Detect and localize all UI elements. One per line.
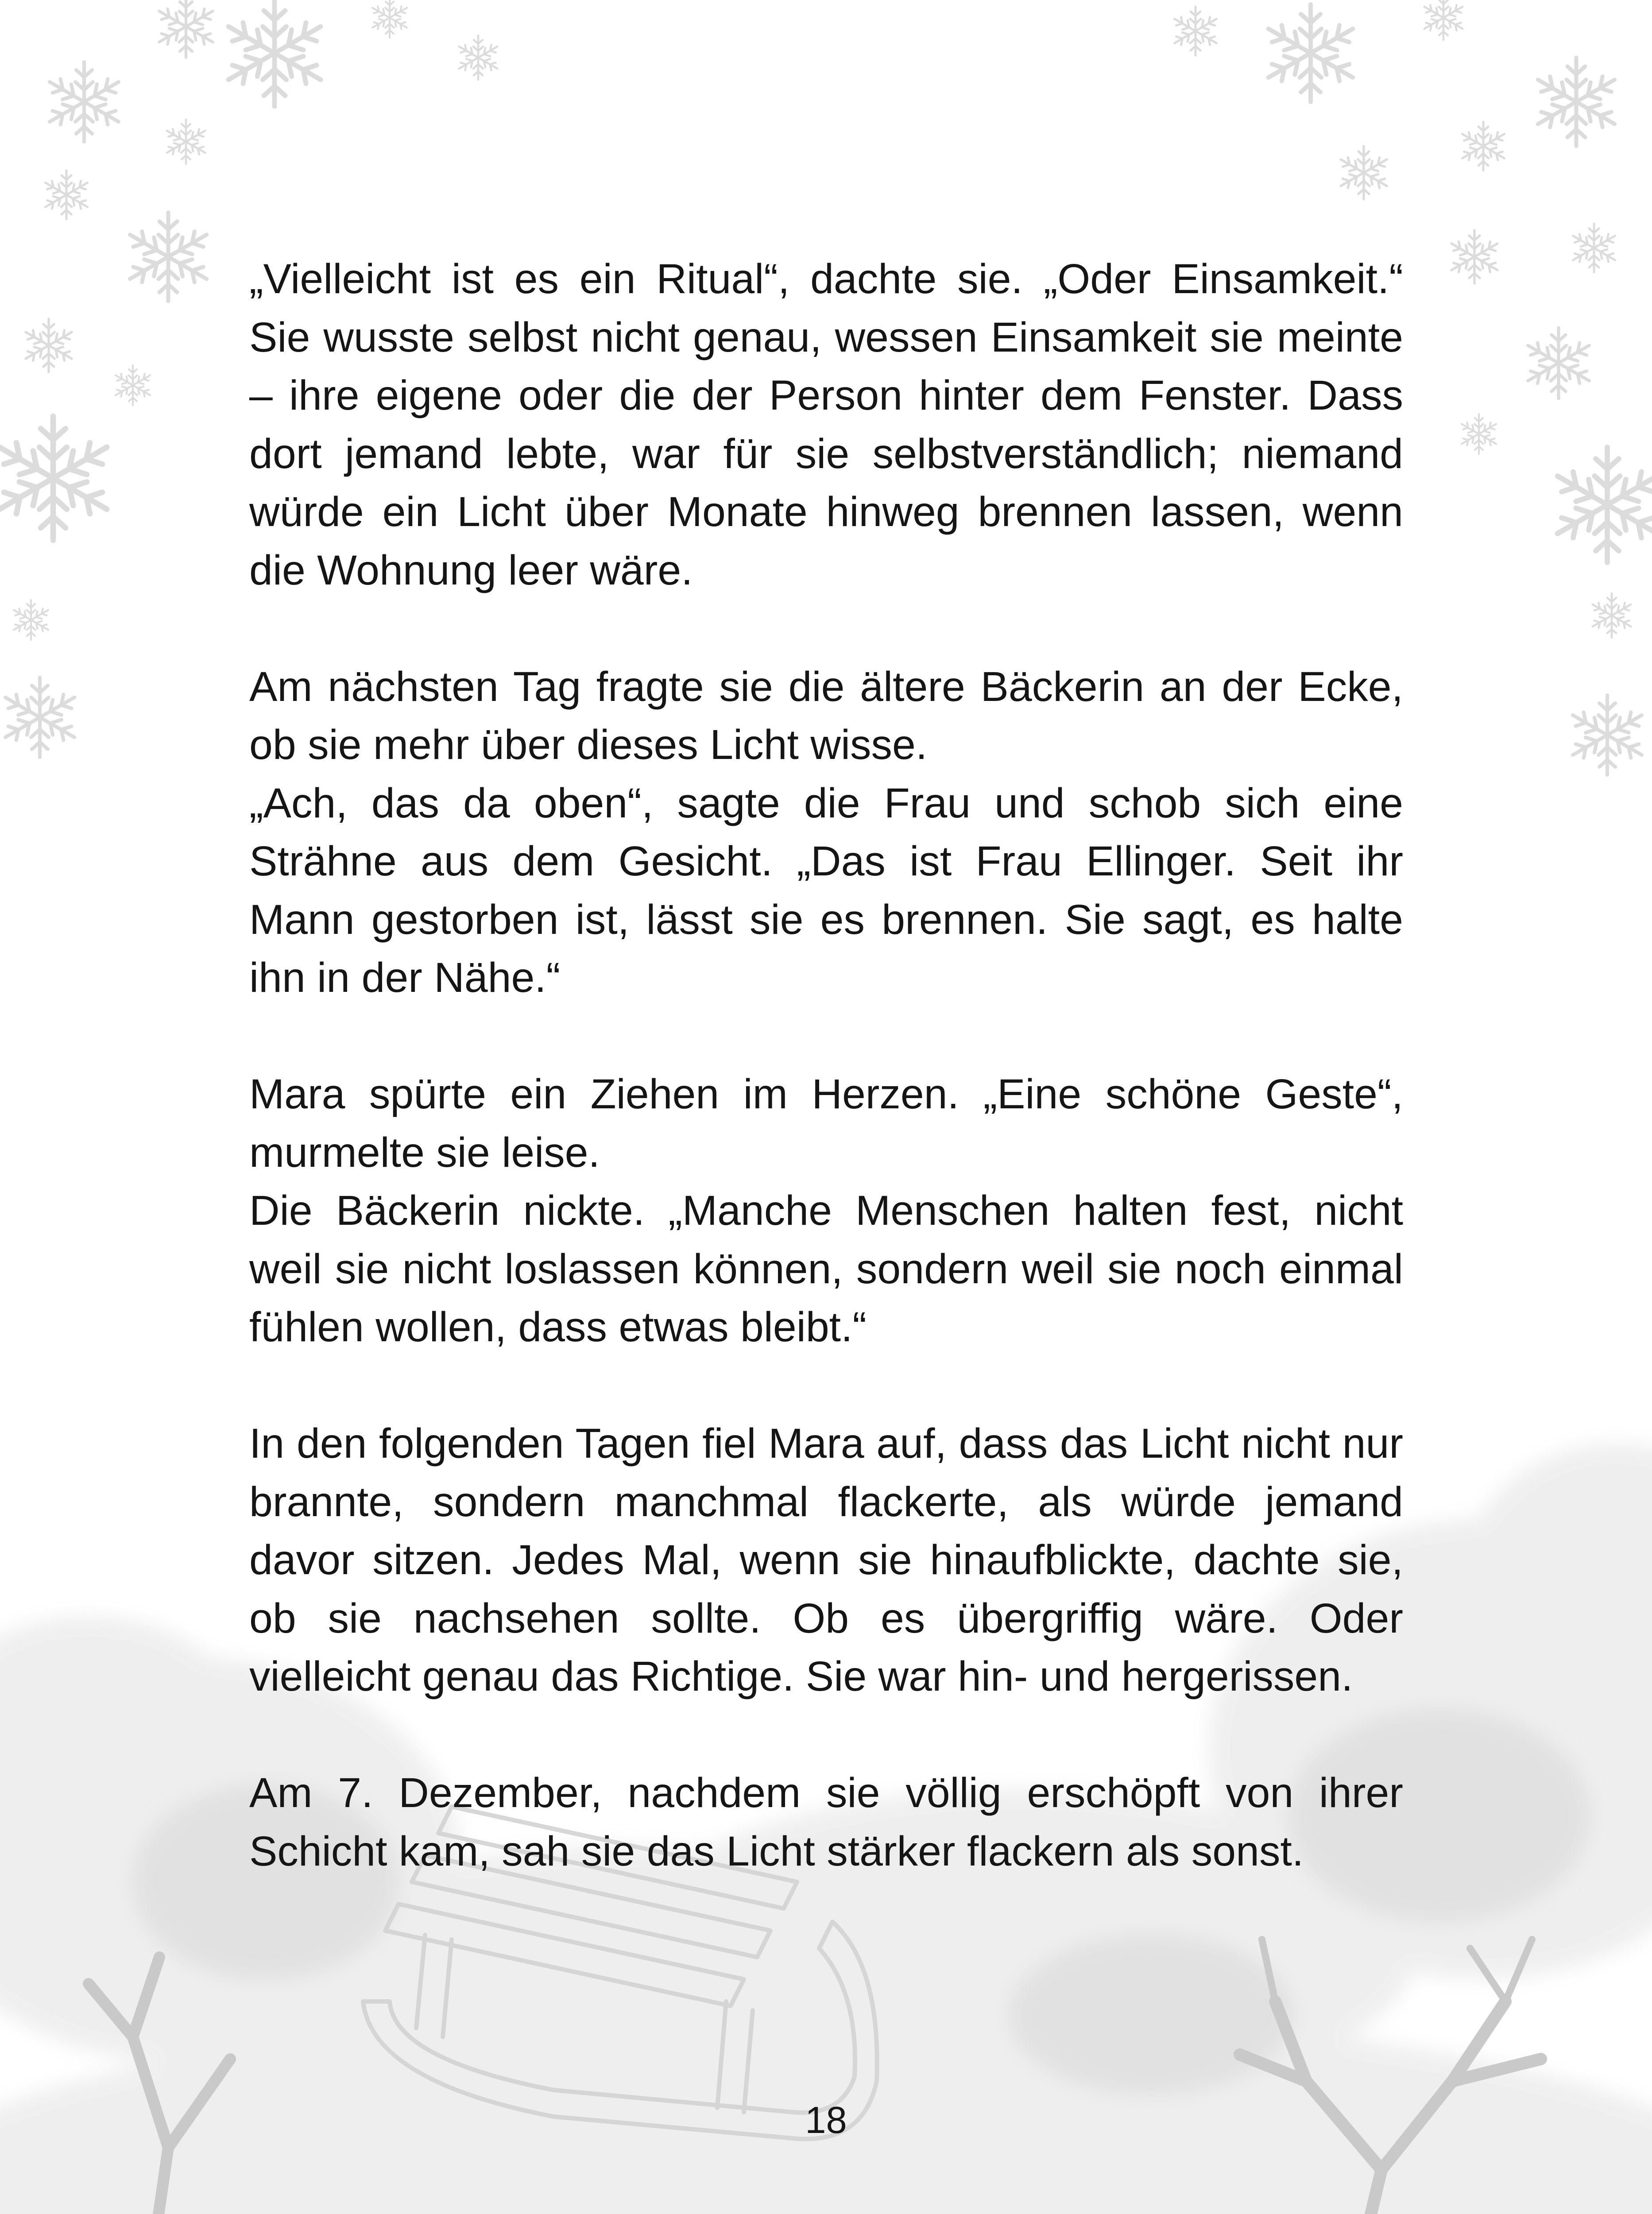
page-number: 18 — [805, 2099, 847, 2141]
snowflake-icon — [45, 0, 1619, 272]
paragraph: Am 7. Dezember, nachdem sie völlig erschöpft von ihrer Schicht kam, sah sie das Licht stärker flackern als sonst. — [249, 1769, 1403, 1875]
paragraph: „Ach, das da oben“, sagte die Frau und schob sich eine Strähne aus dem Gesicht. „Das ist Frau Ellinger. Seit ihr Mann gestorben ist, lässt sie es brennen. Sie sagt, es halte ihn in der Nähe.“ — [249, 779, 1403, 1001]
paragraph: In den folgenden Tagen fiel Mara auf, dass das Licht nicht nur brannte, sondern manchmal flackerte, als würde jemand davor sitzen. Jedes Mal, wenn sie hinaufblickte, dachte sie, ob sie nachsehen sollte. Ob es übergriffig wäre. Oder vielleicht genau das Richtige. Sie war hin- und hergerissen. — [249, 1420, 1403, 1700]
snowflake-icon — [0, 170, 212, 757]
snowflake-icon — [1448, 230, 1652, 775]
paragraph: Mara spürte ein Ziehen im Herzen. „Eine schöne Geste“, murmelte sie leise. — [249, 1071, 1403, 1176]
paragraph: Am nächsten Tag fragte sie die ältere Bäckerin an der Ecke, ob sie mehr über dieses Licht wisse. — [249, 663, 1403, 768]
paragraph: Die Bäckerin nickte. „Manche Menschen halten fest, nicht weil sie nicht loslassen können, sondern weil sie noch einmal fühlen wollen, dass etwas bleibt.“ — [249, 1187, 1403, 1351]
paragraph: „Vielleicht ist es ein Ritual“, dachte sie. „Oder Einsamkeit.“ Sie wusste selbst nicht genau, wessen Einsamkeit sie meinte – ihre eigene oder die der Person hinter dem Fenster. Dass dort jemand lebte, war für sie selbstverständlich; niemand würde ein Licht über Monate hinweg brennen lassen, wenn die Wohnung leer wäre. — [249, 255, 1403, 594]
body-text — [249, 250, 1403, 1881]
